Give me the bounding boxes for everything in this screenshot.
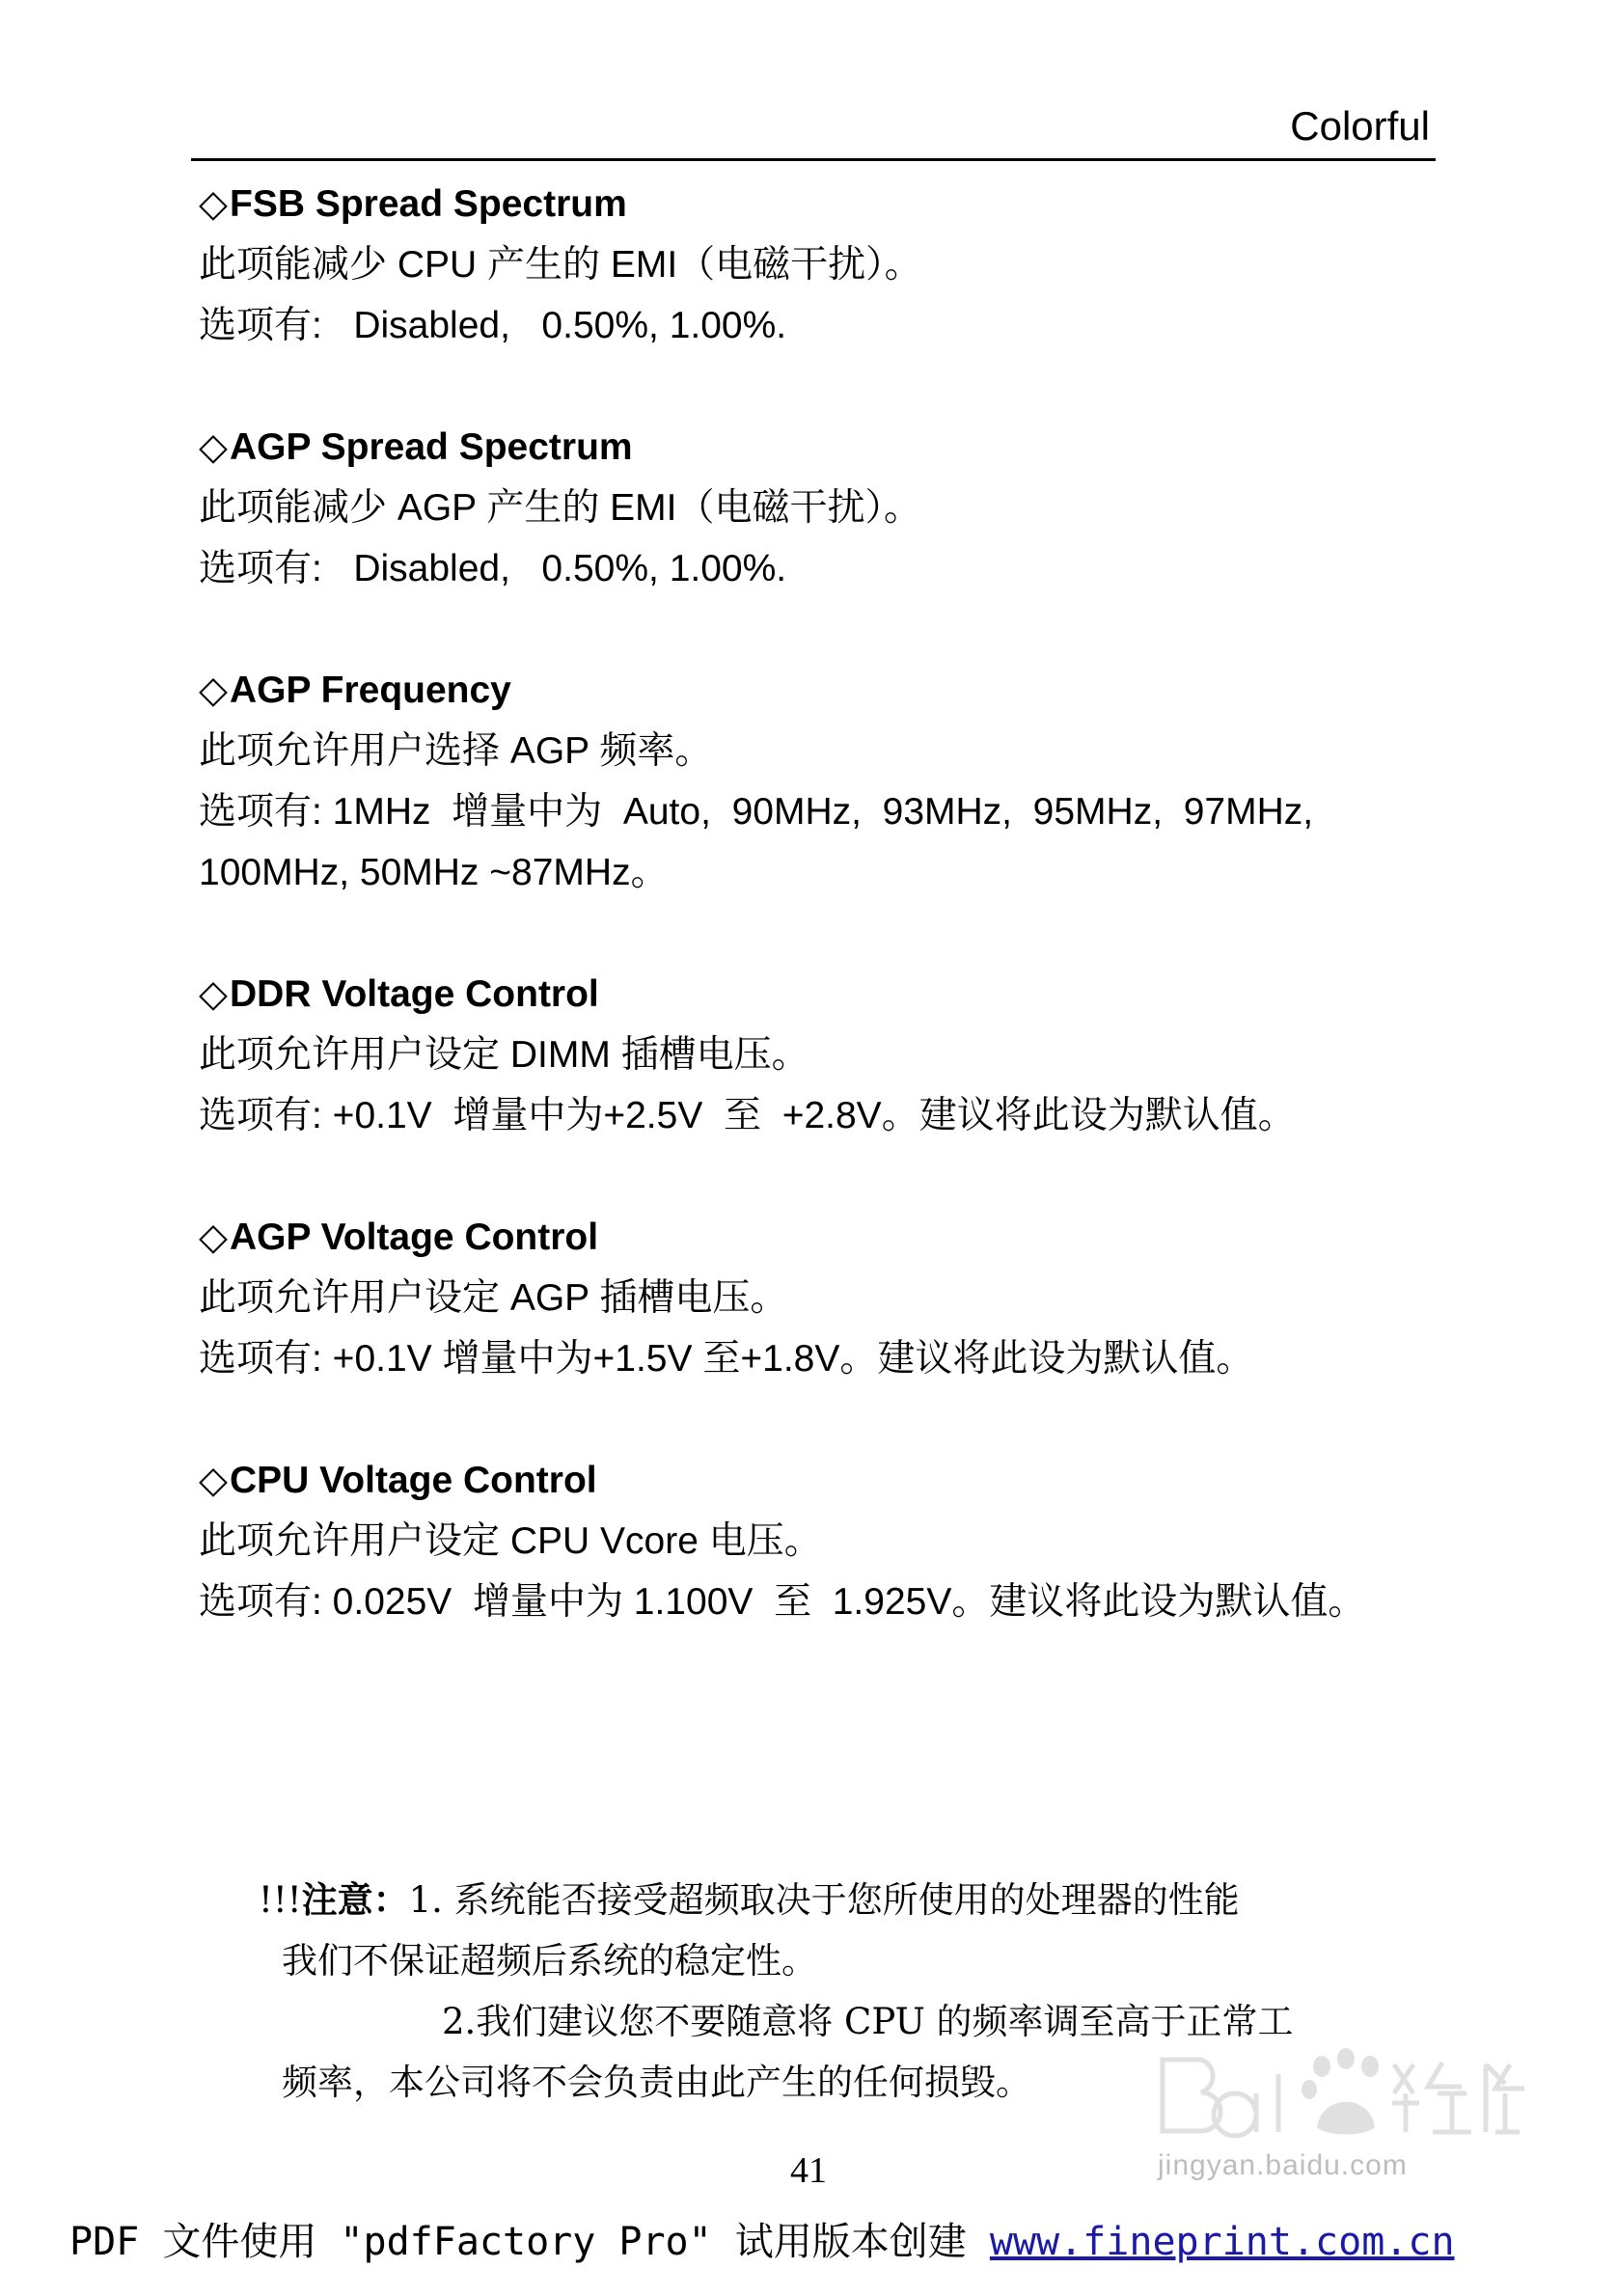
section-agp-voltage-control — [199, 1207, 1436, 1389]
section-description: 此项能减少 AGP 产生的 EMI（电磁干扰）。 — [199, 487, 921, 529]
footer-text: PDF 文件使用 "pdfFactory Pro" 试用版本创建 — [69, 2220, 990, 2264]
header-divider — [191, 158, 1436, 161]
note-label: 注意： — [301, 1878, 409, 1921]
note-line-4: 频率，本公司将不会负责由此产生的任何损毁。 — [282, 2062, 1031, 2103]
note-line-1: 1. 系统能否接受超频取决于您所使用的处理器的性能 — [408, 1879, 1240, 1921]
diamond-icon: ◇ — [199, 426, 228, 468]
section-title: DDR Voltage Control — [230, 973, 599, 1015]
section-title: CPU Voltage Control — [230, 1460, 597, 1501]
header-brand: Colorful — [1290, 103, 1430, 149]
diamond-icon: ◇ — [199, 183, 228, 225]
watermark-site: jingyan.baidu.com — [1158, 2149, 1408, 2181]
section-title: AGP Frequency — [230, 670, 511, 711]
section-title: FSB Spread Spectrum — [230, 183, 627, 225]
section-agp-spread-spectrum — [199, 417, 1436, 599]
section-fsb-spread-spectrum — [199, 174, 1436, 356]
section-ddr-voltage-control — [199, 964, 1436, 1146]
diamond-icon: ◇ — [199, 670, 228, 711]
section-options: 选项有: 0.025V 增量中为 1.100V 至 1.925V。建议将此设为默认值。 — [199, 1581, 1366, 1623]
fineprint-link[interactable]: www.fineprint.com.cn — [989, 2220, 1455, 2264]
section-description: 此项允许用户设定 CPU Vcore 电压。 — [199, 1520, 822, 1562]
note-prefix: !!! — [259, 1879, 302, 1921]
section-options: 选项有: Disabled, 0.50%, 1.00%. — [199, 305, 787, 346]
section-agp-frequency — [199, 660, 1436, 903]
section-options: 选项有: +0.1V 增量中为+1.5V 至+1.8V。建议将此设为默认值。 — [199, 1338, 1254, 1380]
note-line-2: 我们不保证超频后系统的稳定性。 — [282, 1940, 817, 1982]
section-options: 选项有: +0.1V 增量中为+2.5V 至 +2.8V。建议将此设为默认值。 — [199, 1095, 1296, 1136]
section-description: 此项允许用户设定 DIMM 插槽电压。 — [199, 1034, 809, 1076]
section-description: 此项能减少 CPU 产生的 EMI（电磁干扰）。 — [199, 244, 922, 286]
section-description: 此项允许用户选择 AGP 频率。 — [199, 730, 713, 772]
section-title: AGP Spread Spectrum — [230, 426, 633, 468]
section-options: 选项有: Disabled, 0.50%, 1.00%. — [199, 548, 787, 589]
section-options: 选项有: 1MHz 增量中为 Auto, 90MHz, 93MHz, 95MHz, 97MHz, — [199, 791, 1314, 833]
manual-content — [199, 174, 1436, 1693]
diamond-icon: ◇ — [199, 1460, 228, 1501]
section-description: 此项允许用户设定 AGP 插槽电压。 — [199, 1277, 788, 1319]
diamond-icon: ◇ — [199, 1216, 228, 1258]
baidu-jingyan-watermark-logo — [1153, 2036, 1534, 2151]
note-line-3: 2.我们建议您不要随意将 CPU 的频率调至高于正常工 — [442, 2001, 1294, 2042]
page-number: 41 — [790, 2150, 827, 2191]
section-options-continued: 100MHz, 50MHz ~87MHz。 — [199, 852, 669, 893]
pdf-footer — [69, 2211, 1455, 2266]
section-cpu-voltage-control — [199, 1450, 1436, 1632]
diamond-icon: ◇ — [199, 973, 228, 1015]
section-title: AGP Voltage Control — [230, 1216, 599, 1258]
